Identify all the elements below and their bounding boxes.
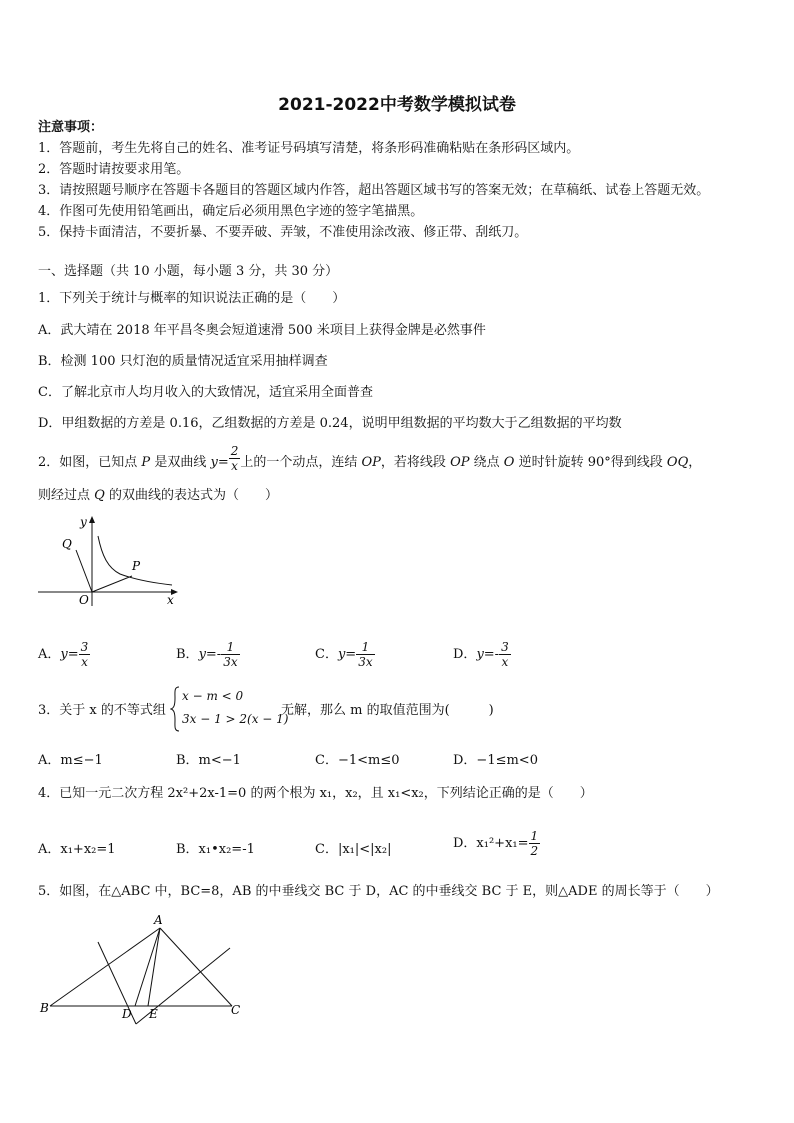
notice-item: 4．作图可先使用铅笔画出，确定后必须用黑色字迹的签字笔描黑。 (38, 204, 424, 219)
segment-ac (160, 928, 232, 1006)
question-1-option-b: B．检测 100 只灯泡的质量情况适宜采用抽样调查 (38, 354, 328, 369)
question-2-option-c: C．y= $\frac{1}{3x}$ (315, 640, 373, 669)
brace-icon (170, 686, 180, 732)
question-3-option-a: A．m≤−1 (38, 753, 103, 768)
question-3-option-c: C．−1<m≤0 (315, 753, 400, 768)
label-y: y (80, 515, 87, 529)
question-2-option-a: A．y= $\frac{3}{x}$ (38, 640, 89, 669)
label-b: B (40, 1001, 49, 1015)
question-4-stem: 4．已知一元二次方程 2x²+2x-1=0 的两个根为 x₁，x₂，且 x₁<x₂，下列结论正确的是（ ） (38, 786, 593, 801)
label-q: Q (62, 537, 72, 551)
question-1-option-a: A．武大靖在 2018 年平昌冬奥会短道速滑 500 米项目上获得金牌是必然事件 (38, 323, 486, 338)
label-p: P (132, 559, 141, 573)
question-5-stem: 5．如图，在△ABC 中，BC=8，AB 的中垂线交 BC 于 D，AC 的中垂线交 BC 于 E，则△ADE 的周长等于（ ） (38, 884, 719, 899)
notice-item: 3．请按照题号顺序在答题卡各题目的答题区域内作答，超出答题区域书写的答案无效；在草稿纸、试卷上答题无效。 (38, 183, 710, 198)
segment-ae (148, 928, 160, 1006)
notice-item: 5．保持卡面清洁，不要折暴、不要弄破、弄皱，不准使用涂改液、修正带、刮纸刀。 (38, 225, 528, 240)
question-1-option-c: C．了解北京市人均月收入的大致情况，适宜采用全面普查 (38, 385, 373, 400)
question-2-stem-line2: 则经过点 Q 的双曲线的表达式为（ ） (38, 488, 278, 503)
question-3-option-b: B．m<−1 (176, 753, 241, 768)
segment-ab (50, 928, 160, 1006)
question-3-option-d: D．−1≤m<0 (453, 753, 538, 768)
triangle-figure (36, 912, 242, 1026)
inequality-2: 3x − 1 > 2(x − 1) (182, 712, 289, 726)
label-d: D (122, 1007, 132, 1021)
page-title: 2021-2022中考数学模拟试卷 (278, 95, 516, 115)
question-4-option-a: A．x₁+x₂=1 (38, 842, 116, 857)
notice-heading: 注意事项： (38, 120, 104, 135)
notice-item: 1．答题前，考生先将自己的姓名、准考证号码填写清楚，将条形码准确粘贴在条形码区域内。 (38, 141, 580, 156)
question-3-prefix: 3．关于 x 的不等式组 (38, 703, 166, 718)
inequality-1: x − m < 0 (182, 689, 244, 703)
question-3-suffix: 无解，那么 m 的取值范围为( ) (281, 703, 494, 718)
label-a: A (154, 913, 163, 927)
label-c: C (231, 1003, 241, 1017)
label-e: E (149, 1007, 158, 1021)
hyperbola-figure (36, 512, 184, 608)
question-2-option-d: D．y=- $\frac{3}{x}$ (453, 640, 509, 669)
segment-ad (135, 928, 160, 1006)
y-axis-arrow (89, 516, 95, 523)
notice-item: 2．答题时请按要求用笔。 (38, 162, 190, 177)
question-4-option-b: B．x₁•x₂=-1 (176, 842, 255, 857)
label-x: x (167, 593, 174, 607)
section-heading: 一、选择题（共 10 小题，每小题 3 分，共 30 分） (38, 264, 339, 279)
question-1-option-d: D．甲组数据的方差是 0.16，乙组数据的方差是 0.24，说明甲组数据的平均数大于乙组数据的平均数 (38, 416, 622, 431)
question-4-option-d: D．x₁²+x₁= $\frac{1}{2}$ (453, 829, 539, 858)
label-o: O (79, 593, 89, 607)
segment-oq (76, 550, 92, 592)
question-4-option-c: C．|x₁|<|x₂| (315, 842, 392, 857)
question-2-option-b: B．y=- $\frac{1}{3x}$ (176, 640, 238, 669)
question-2-stem-line1: 2．如图，已知点 P 是双曲线 y= $\frac{2}{x}$ 上的一个动点，连结 OP，若将线段 OP 绕点 O 逆时针旋转 90°得到线段 OQ， (38, 444, 702, 473)
segment-op (92, 576, 132, 592)
question-1-stem: 1．下列关于统计与概率的知识说法正确的是（ ） (38, 291, 346, 306)
